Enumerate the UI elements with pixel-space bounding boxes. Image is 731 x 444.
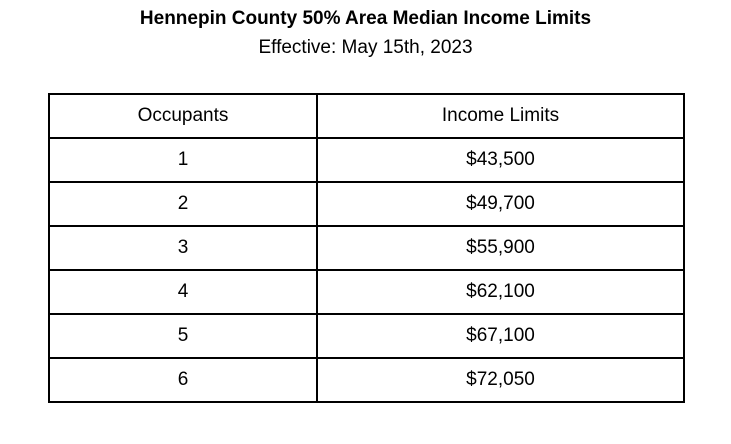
table-row [49,138,684,182]
income-limits-table [48,93,685,403]
income-limit-cell: $49,700 [317,182,684,226]
table-row [49,270,684,314]
occupants-cell: 6 [49,358,317,402]
table-header-row [49,94,684,138]
occupants-cell: 2 [49,182,317,226]
occupants-cell: 5 [49,314,317,358]
column-header-occupants: Occupants [49,94,317,138]
occupants-cell: 3 [49,226,317,270]
table-row [49,358,684,402]
income-limit-cell: $55,900 [317,226,684,270]
income-limit-cell: $62,100 [317,270,684,314]
income-limit-cell: $72,050 [317,358,684,402]
table-row [49,314,684,358]
table-row [49,226,684,270]
income-limit-cell: $43,500 [317,138,684,182]
column-header-income-limits: Income Limits [317,94,684,138]
page-subtitle: Effective: May 15th, 2023 [258,37,473,58]
occupants-cell: 1 [49,138,317,182]
occupants-cell: 4 [49,270,317,314]
income-limit-cell: $67,100 [317,314,684,358]
page-title: Hennepin County 50% Area Median Income Limits [139,8,592,29]
table-row [49,182,684,226]
